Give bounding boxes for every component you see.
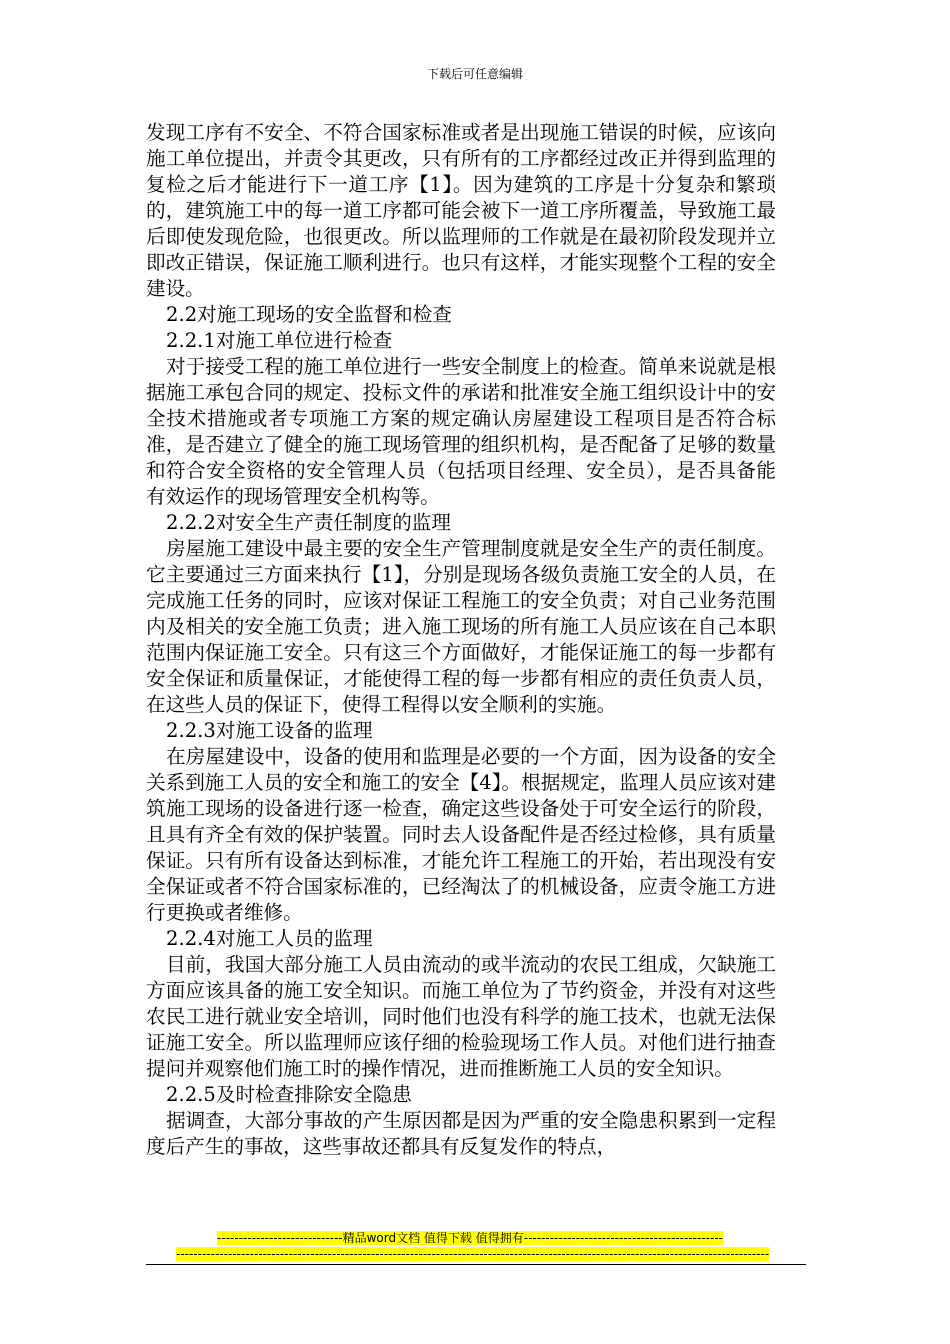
- heading-2-2: 2.2对施工现场的安全监督和检查: [166, 303, 452, 326]
- footer-dashes-text: -----------------------------------------------------------------------------------------------------------------------------------------: [176, 1247, 770, 1261]
- footer-banner-text: -----------------------------精品word文档 值得下载 值得拥有----------------------------------------------: [217, 1231, 723, 1245]
- page-header-note: 下载后可任意编辑: [426, 67, 523, 81]
- footer-rule: [146, 1264, 806, 1265]
- paragraph-2-2-4: 目前，我国大部分施工人员由流动的或半流动的农民工组成，欠缺施工方面应该具备的施工安全知识。而施工单位为了节约资金，并没有对这些农民工进行就业安全培训，同时他们也没有科学的施工技术，也就无法保证施工安全。所以监理师应该仔细的检验现场工作人员。对他们进行抽查提问并观察他们施工时的操作情况，进而推断施工人员的安全知识。: [146, 953, 776, 1080]
- paragraph-2-2-3: 在房屋建设中，设备的使用和监理是必要的一个方面，因为设备的安全关系到施工人员的安全和施工的安全【4】。根据规定，监理人员应该对建筑施工现场的设备进行逐一检查，确定这些设备处于可安全运行的阶段，且具有齐全有效的保护装置。同时去人设备配件是否经过检修，具有质量保证。只有所有设备达到标准，才能允许工程施工的开始，若出现没有安全保证或者不符合国家标准的，已经淘汰了的机械设备，应责令施工方进行更换或者维修。: [146, 745, 776, 924]
- heading-2-2-3: 2.2.3对施工设备的监理: [166, 719, 373, 742]
- paragraph-intro: 发现工序有不安全、不符合国家标准或者是出现施工错误的时候，应该向施工单位提出，并责令其更改，只有所有的工序都经过改正并得到监理的复检之后才能进行下一道工序【1】。因为建筑的工序是十分复杂和繁琐的，建筑施工中的每一道工序都可能会被下一道工序所覆盖，导致施工最后即使发现危险，也很更改。所以监理师的工作就是在最初阶段发现并立即改正错误，保证施工顺利进行。也只有这样，才能实现整个工程的安全建设。: [146, 121, 776, 300]
- footer-dashes: [176, 1247, 776, 1261]
- paragraph-2-2-2: 房屋施工建设中最主要的安全生产管理制度就是安全生产的责任制度。它主要通过三方面来执行【1】，分别是现场各级负责施工安全的人员，在完成施工任务的同时，应该对保证工程施工的安全负责；对自己业务范围内及相关的安全施工负责；进入施工现场的所有施工人员应该在自己本职范围内保证施工安全。只有这三个方面做好，才能保证施工的每一步都有安全保证和质量保证，才能使得工程的每一步都有相应的责任负责人员，在这些人员的保证下，使得工程得以安全顺利的实施。: [146, 537, 776, 716]
- heading-2-2-5: 2.2.5及时检查排除安全隐患: [166, 1083, 412, 1106]
- paragraph-2-2-1: 对于接受工程的施工单位进行一些安全制度上的检查。简单来说就是根据施工承包合同的规定、投标文件的承诺和批准安全施工组织设计中的安全技术措施或者专项施工方案的规定确认房屋建设工程项目是否符合标准，是否建立了健全的施工现场管理的组织机构，是否配备了足够的数量和符合安全资格的安全管理人员（包括项目经理、安全员），是否具备能有效运作的现场管理安全机构等。: [146, 355, 776, 508]
- heading-2-2-4: 2.2.4对施工人员的监理: [166, 927, 373, 950]
- document-body: [146, 120, 776, 1160]
- paragraph-2-2-5: 据调查，大部分事故的产生原因都是因为严重的安全隐患积累到一定程度后产生的事故，这些事故还都具有反复发作的特点，: [146, 1109, 776, 1158]
- heading-2-2-2: 2.2.2对安全生产责任制度的监理: [166, 511, 451, 534]
- heading-2-2-1: 2.2.1对施工单位进行检查: [166, 329, 393, 352]
- footer-banner: [176, 1229, 764, 1247]
